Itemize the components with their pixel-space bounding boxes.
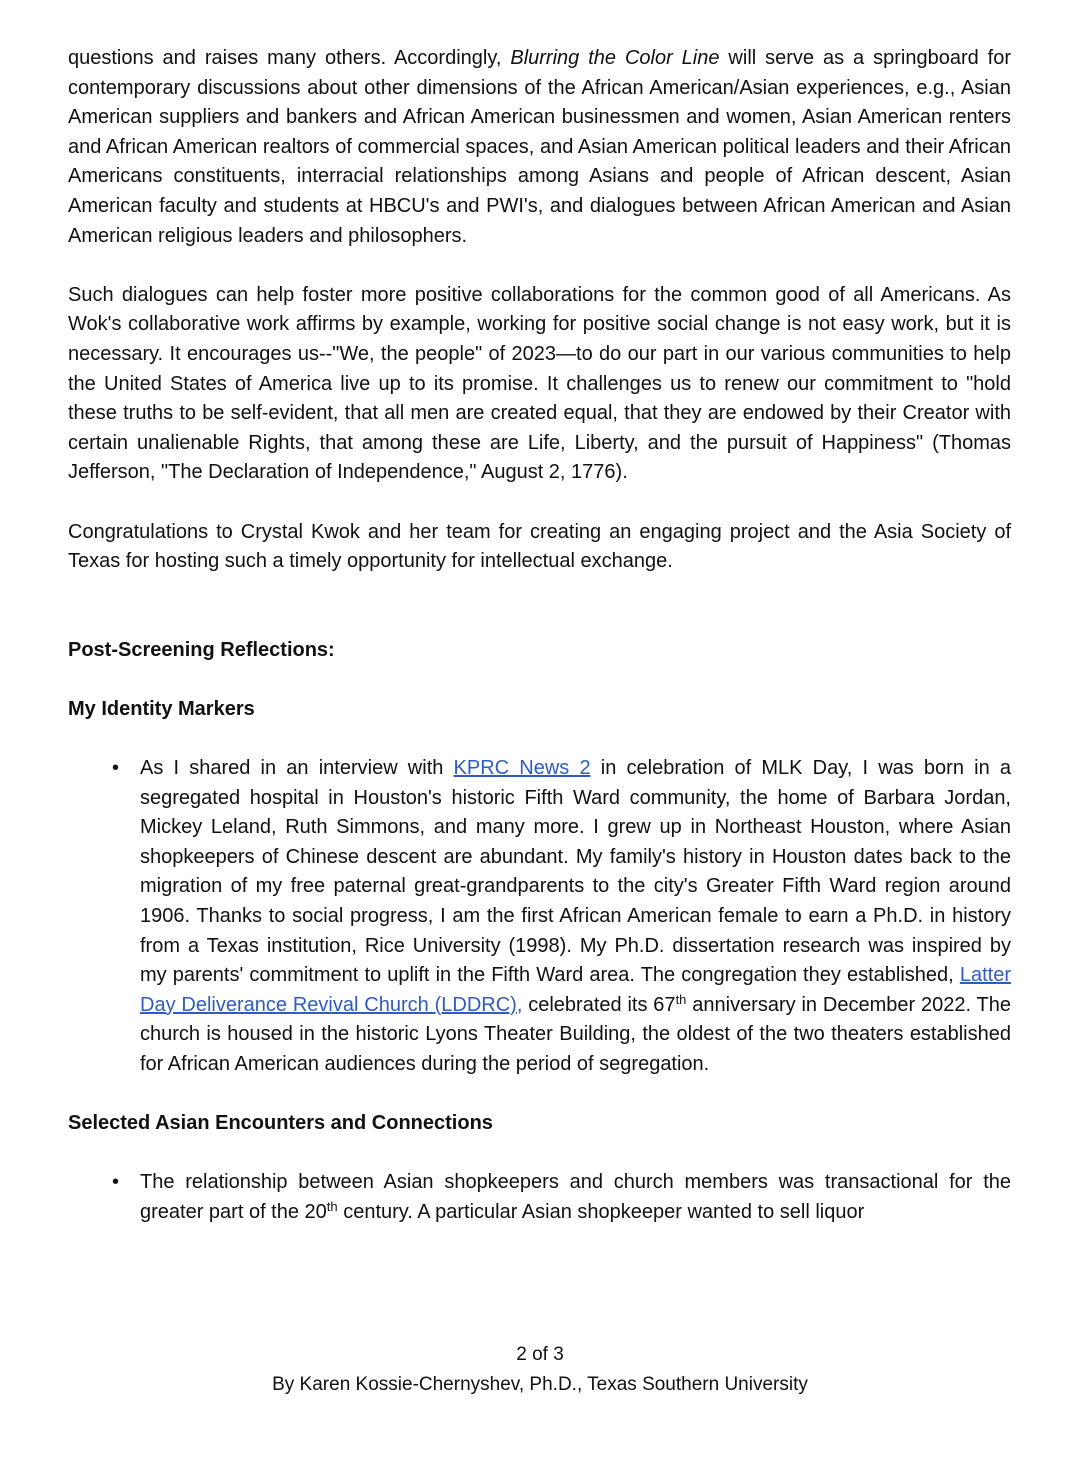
paragraph-dialogues: Such dialogues can help foster more positive collaborations for the common good of all Americans. As Wok's collaborative work affirms by example, working for positive social change is not easy work, but it is necessary. It encourages us--"We, the people" of 2023—to do our part in our various communities to help the United States of America live up to its promise. It challenges us to renew our commitment to "hold these truths to be self-evident, that all men are created equal, that they are endowed by their Creator with certain unalienable Rights, that among these are Life, Liberty, and the pursuit of Happiness" (Thomas Jefferson, "The Declaration of Independence," August 2, 1776). [68,283,1011,484]
kprc-news-link[interactable]: KPRC News 2 [453,757,591,780]
paragraph-spacer [68,251,1011,281]
bullet-dot: • [112,1171,120,1194]
paragraph-spacer [68,724,1011,754]
page-footer [0,1340,1080,1400]
bullet-text [140,754,1011,1080]
paragraph-spacer [68,1080,1011,1110]
bullet-text-segment: The relationship between Asian shopkeepers and church members was transactional for the greater part of the 20 [140,1171,1011,1223]
paragraph-spacer [68,1139,1011,1169]
section-spacer [68,577,1011,636]
paragraph-text: questions and raises many others. Accordingly, [68,47,511,69]
ordinal-superscript: th [326,1198,338,1214]
lddrc-church-link[interactable]: Latter Day Deliverance Revival Church (LDDRC), [140,964,1011,1016]
ordinal-superscript: th [675,991,687,1007]
film-title: Blurring the Color Line [510,47,720,69]
list-item-identity [68,754,1011,1080]
page-content [68,44,1011,1228]
author-byline: By Karen Kossie-Chernyshev, Ph.D., Texas Southern University [272,1374,808,1395]
paragraph-spacer [68,665,1011,695]
bullet-text [140,1168,1011,1227]
heading-identity-markers: My Identity Markers [68,697,255,720]
paragraph-springboard [68,44,1011,251]
paragraph-text: will serve as a springboard for contemporary discussions about other dimensions of the African American/Asian experiences, e.g., Asian American suppliers and bankers and African American businessmen and women, Asian American renters and African American realtors of commercial spaces, and Asian American political leaders and their African Americans constituents, interracial relationships among Asians and people of African descent, Asian American faculty and students at HBCU's and PWI's, and dialogues between African American and Asian American religious leaders and philosophers. [68,47,1012,247]
heading-post-screening: Post-Screening Reflections: [68,638,335,661]
bullet-text-segment: century. A particular Asian shopkeeper wanted to sell liquor [337,1200,865,1223]
bullet-text-segment: As I shared in an interview with [140,757,454,780]
bullet-text-segment: anniversary in December 2022. The church is housed in the historic Lyons Theater Building, the oldest of the two theaters established for African American audiences during the period of segregation. [140,993,1011,1075]
paragraph-congratulations: Congratulations to Crystal Kwok and her team for creating an engaging project and the Asia Society of Texas for hosting such a timely opportunity for intellectual exchange. [68,520,1011,573]
page-number: 2 of 3 [516,1344,564,1365]
bullet-text-segment: celebrated its 67 [522,993,676,1016]
list-item-encounters [68,1168,1011,1227]
bullet-dot: • [112,757,120,780]
paragraph-spacer [68,488,1011,518]
heading-asian-encounters: Selected Asian Encounters and Connections [68,1112,493,1135]
bullet-text-segment: in celebration of MLK Day, I was born in a segregated hospital in Houston's historic Fifth Ward community, the home of Barbara Jordan, Mickey Leland, Ruth Simmons, and many more. I grew up in Northeast Houston, where Asian shopkeepers of Chinese descent are abundant. My family's history in Houston dates back to the migration of my free paternal great-grandparents to the city's Greater Fifth Ward region around 1906. Thanks to social progress, I am the first African American female to earn a Ph.D. in history from a Texas institution, Rice University (1998). My Ph.D. dissertation research was inspired by my parents' commitment to uplift in the Fifth Ward area. The congregation they established, [140,757,1011,987]
